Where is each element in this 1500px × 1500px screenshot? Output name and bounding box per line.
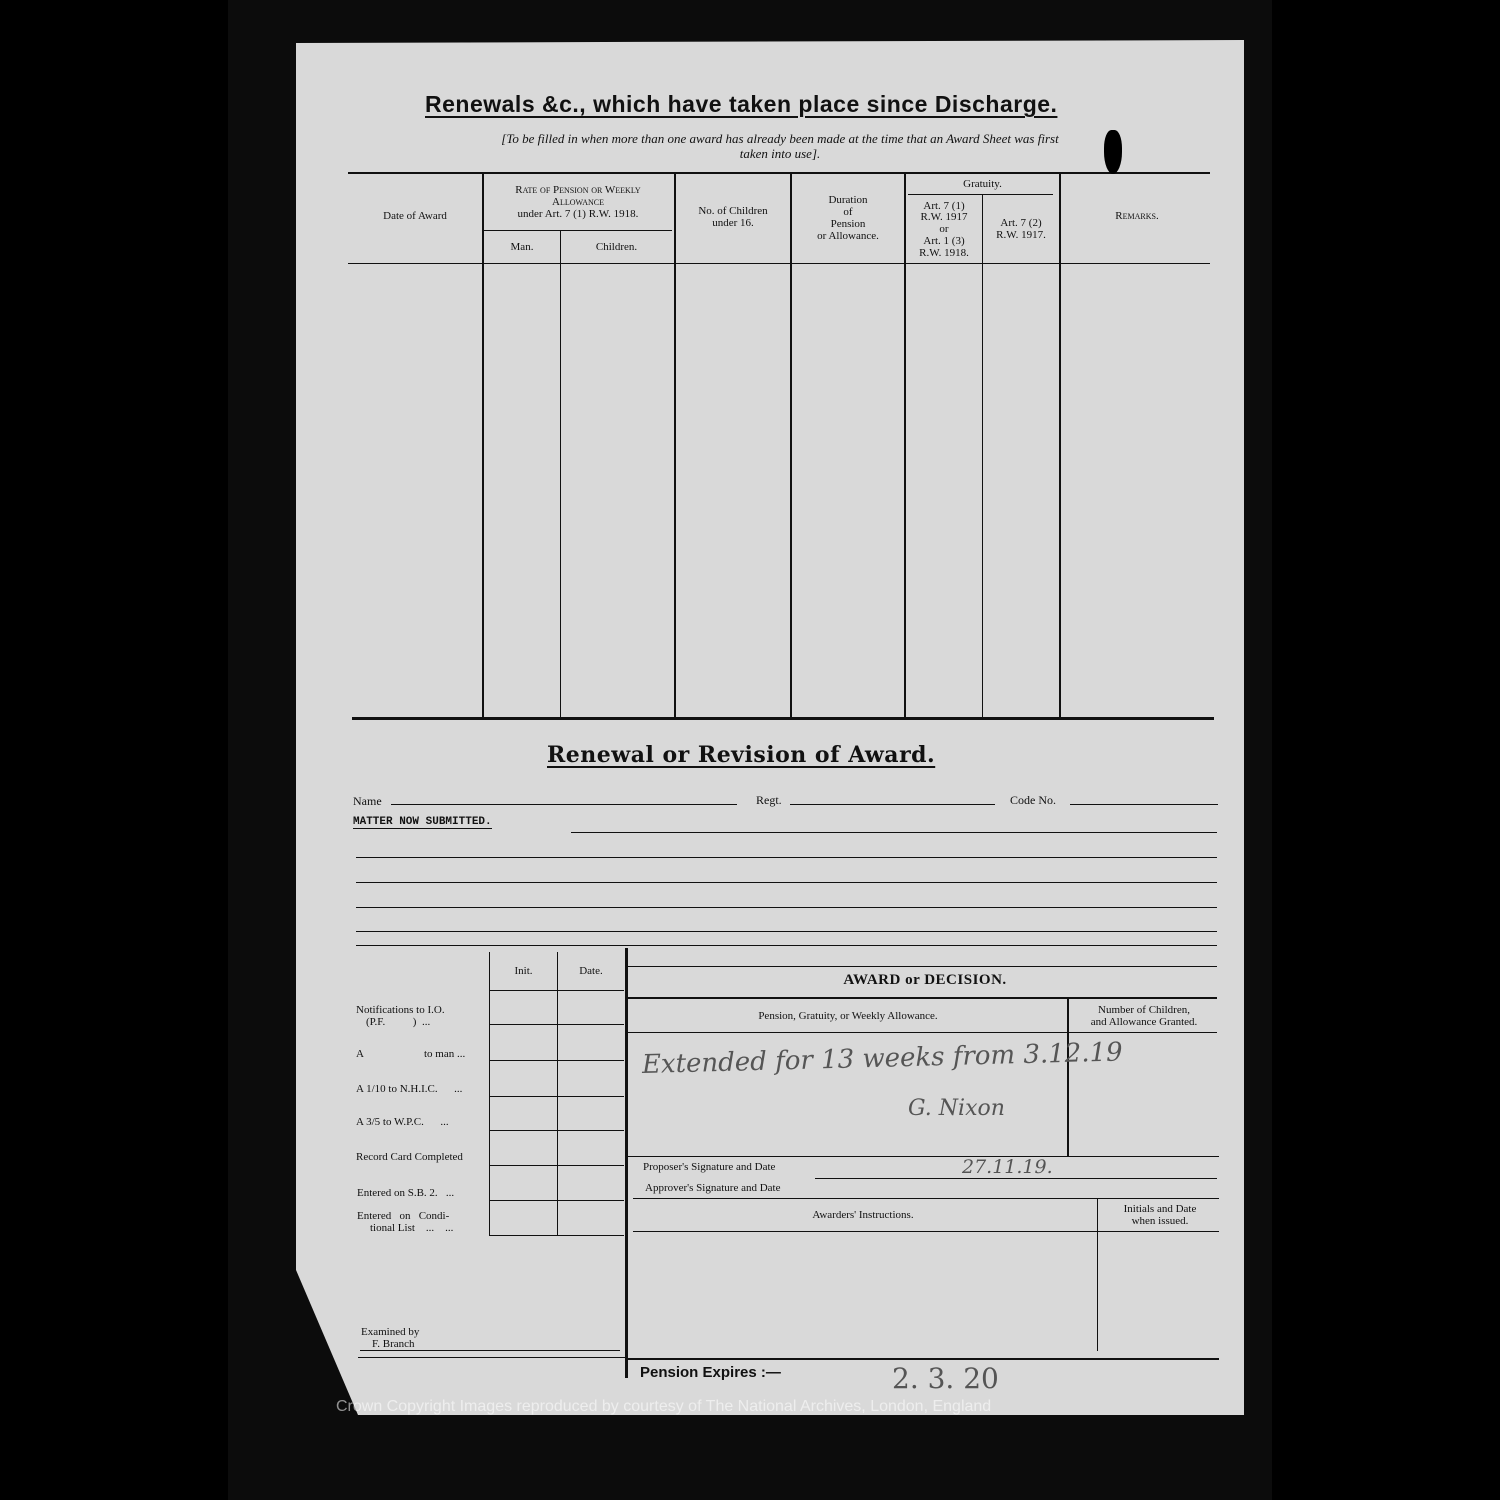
col-gratuity-a-line-1: Art. 7 (1)	[923, 200, 965, 212]
table-top-rule	[348, 172, 1210, 174]
instructions-bottom-rule	[627, 1358, 1219, 1360]
table-bottom-rule	[352, 717, 1214, 720]
col-duration-line-3: Pension	[830, 218, 866, 230]
code-line[interactable]	[1070, 804, 1218, 805]
instructions-header-rule	[633, 1231, 1219, 1232]
approver-label: Approver's Signature and Date	[645, 1182, 781, 1194]
matter-line[interactable]	[571, 832, 1217, 833]
checklist-a: A	[356, 1048, 364, 1060]
checklist-rule	[489, 1024, 624, 1025]
col-rate-line-2: Allowance	[552, 196, 604, 208]
checklist-rule	[489, 1165, 624, 1166]
matter-label: MATTER NOW SUBMITTED.	[353, 816, 492, 828]
col-duration-line-1: Duration	[828, 194, 868, 206]
col-no-children-line-1: No. of Children	[698, 205, 768, 217]
examined-by-line-2: F. Branch	[372, 1338, 415, 1350]
proposer-line[interactable]	[815, 1178, 1217, 1179]
col-divider	[560, 231, 561, 717]
examined-bottom-rule	[358, 1357, 628, 1358]
col-gratuity-a-line-5: R.W. 1918.	[919, 247, 969, 259]
col-man: Man.	[510, 241, 534, 253]
col-gratuity-b-line-2: R.W. 1917.	[996, 229, 1046, 241]
award-pension-header: Pension, Gratuity, or Weekly Allowance.	[758, 1010, 938, 1022]
pension-expires-label: Pension Expires :—	[640, 1364, 781, 1381]
initials-date-header-2: when issued.	[1131, 1215, 1189, 1227]
col-divider	[1059, 174, 1061, 717]
award-header-rule	[627, 1032, 1217, 1033]
pension-expires-value: 2. 3. 20	[892, 1362, 999, 1395]
examined-line	[360, 1350, 620, 1351]
award-title-rule	[627, 997, 1217, 999]
col-gratuity-a-line-3: or	[939, 223, 949, 235]
checklist-init-header: Init.	[514, 965, 533, 977]
matter-line[interactable]	[356, 931, 1217, 932]
checklist-rule	[489, 1130, 624, 1131]
instructions-col-divider	[1097, 1199, 1098, 1351]
col-no-children-line-2: under 16.	[712, 217, 754, 229]
col-rate-line-3: under Art. 7 (1) R.W. 1918.	[517, 208, 639, 220]
col-rate-line-1: Rate of Pension or Weekly	[515, 184, 641, 196]
rate-subheader-rule	[484, 230, 672, 231]
name-line[interactable]	[391, 804, 737, 805]
col-divider	[482, 174, 484, 717]
regt-label: Regt.	[756, 793, 782, 807]
code-label: Code No.	[1010, 793, 1056, 807]
award-top-rule	[627, 966, 1217, 967]
checklist-conditional-line-2: tional List ... ...	[370, 1222, 454, 1234]
table-header-rule	[348, 263, 1210, 264]
award-children-header-2: and Allowance Granted.	[1090, 1016, 1198, 1028]
initials-date-header-1: Initials and Date	[1123, 1203, 1197, 1215]
checklist-notifications-line-1: Notifications to I.O.	[356, 1004, 445, 1016]
checklist-sb2: Entered on S.B. 2. ...	[357, 1187, 455, 1199]
renewals-title: Renewals &c., which have taken place since Discharge.	[425, 91, 1058, 117]
col-divider	[790, 174, 792, 717]
handwritten-signature: G. Nixon	[908, 1096, 1005, 1121]
checklist-date-header: Date.	[579, 965, 603, 977]
checklist-divider	[489, 952, 490, 1235]
col-duration-line-2: of	[843, 206, 853, 218]
award-children-header-1: Number of Children,	[1098, 1004, 1190, 1016]
award-title: AWARD or DECISION.	[843, 972, 1007, 988]
matter-line[interactable]	[356, 907, 1217, 908]
instruction-line-1: [To be filled in when more than one award has already been made at the time that an Award Sheet was first	[501, 131, 1059, 146]
checklist-rule	[489, 1060, 624, 1061]
checklist-rule	[489, 990, 624, 991]
checklist-rule	[489, 1235, 624, 1236]
checklist-conditional-line-1: Entered on Condi-	[357, 1210, 450, 1222]
col-divider	[674, 174, 676, 717]
approver-line[interactable]	[633, 1198, 1219, 1199]
copyright-watermark: Crown Copyright Images reproduced by courtesy of The National Archives, London, England	[336, 1398, 992, 1415]
examined-by-line-1: Examined by	[361, 1326, 420, 1338]
col-gratuity-a-line-4: Art. 1 (3)	[923, 235, 965, 247]
proposer-label: Proposer's Signature and Date	[643, 1161, 776, 1173]
col-gratuity: Gratuity.	[963, 178, 1002, 190]
matter-line[interactable]	[356, 857, 1217, 858]
award-col-divider	[1067, 998, 1069, 1156]
checklist-record-card: Record Card Completed	[356, 1151, 463, 1163]
handwritten-award-entry: Extended for 13 weeks from 3.12.19	[641, 1037, 1123, 1080]
col-children: Children.	[595, 241, 638, 253]
checklist-rule	[489, 1200, 624, 1201]
award-pension-bottom-rule	[627, 1156, 1219, 1157]
checklist-rule	[489, 1096, 624, 1097]
col-gratuity-a-line-2: R.W. 1917	[920, 211, 968, 223]
instruction-line-2: taken into use].	[739, 146, 821, 161]
name-label: Name	[353, 794, 382, 808]
proposer-date: 27.11.19.	[962, 1156, 1053, 1178]
checklist-to-man: to man ...	[424, 1048, 466, 1060]
ink-blot	[1104, 130, 1122, 174]
col-gratuity-b-line-1: Art. 7 (2)	[1000, 217, 1042, 229]
award-left-border	[625, 948, 628, 1378]
col-remarks: Remarks.	[1115, 210, 1159, 222]
gratuity-subheader-rule	[908, 194, 1053, 195]
checklist-nhic: A 1/10 to N.H.I.C. ...	[356, 1083, 463, 1095]
checklist-wpc: A 3/5 to W.P.C. ...	[356, 1116, 449, 1128]
revision-title: Renewal or Revision of Award.	[547, 742, 936, 768]
col-duration-line-4: or Allowance.	[817, 230, 879, 242]
checklist-notifications-line-2: (P.F. ) ...	[366, 1016, 431, 1028]
checklist-divider	[557, 952, 558, 1235]
matter-line[interactable]	[356, 882, 1217, 883]
regt-line[interactable]	[790, 804, 995, 805]
matter-bottom-rule	[356, 945, 1217, 946]
col-date-of-award: Date of Award	[383, 210, 447, 222]
awarders-instructions-header: Awarders' Instructions.	[812, 1209, 914, 1221]
col-divider	[982, 195, 983, 717]
